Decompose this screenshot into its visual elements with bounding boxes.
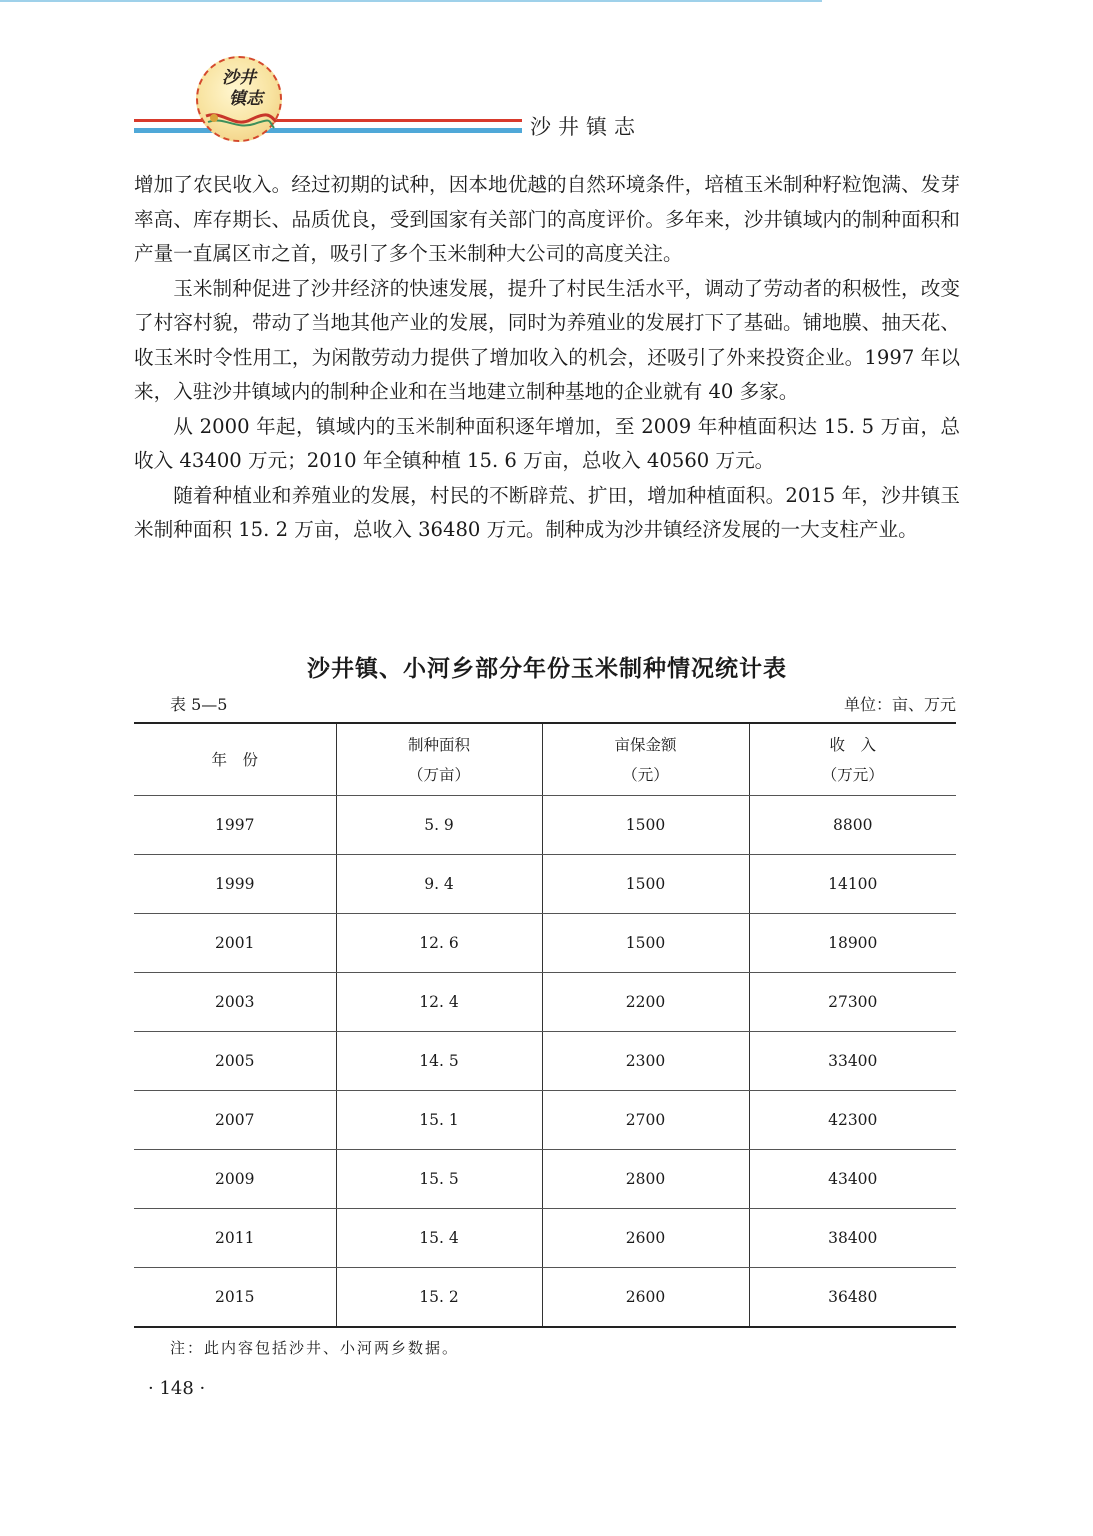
cell-area: 15. 2 bbox=[336, 1268, 542, 1328]
table-body bbox=[134, 796, 956, 1328]
paragraph-3: 从 2000 年起，镇域内的玉米制种面积逐年增加，至 2009 年种植面积达 15. 5 万亩，总收入 43400 万元；2010 年全镇种植 15. 6 万亩，总收入 40560 万元。 bbox=[134, 414, 960, 472]
cell-income: 42300 bbox=[749, 1091, 956, 1150]
cell-area: 15. 4 bbox=[336, 1209, 542, 1268]
table-row bbox=[134, 796, 956, 855]
table-row bbox=[134, 1150, 956, 1209]
header-light-rule bbox=[0, 0, 822, 2]
body-text bbox=[134, 168, 960, 548]
cell-guarantee: 2800 bbox=[542, 1150, 749, 1209]
cell-guarantee: 2700 bbox=[542, 1091, 749, 1150]
emblem-text bbox=[208, 68, 270, 110]
header-guarantee bbox=[542, 723, 749, 796]
cell-income: 43400 bbox=[749, 1150, 956, 1209]
cell-year: 1999 bbox=[134, 855, 336, 914]
cell-guarantee: 1500 bbox=[542, 796, 749, 855]
table-row bbox=[134, 1032, 956, 1091]
cell-year: 2007 bbox=[134, 1091, 336, 1150]
cell-income: 14100 bbox=[749, 855, 956, 914]
header-guarantee-label: 亩保金额 bbox=[614, 735, 677, 754]
cell-guarantee: 1500 bbox=[542, 914, 749, 973]
cell-year: 2003 bbox=[134, 973, 336, 1032]
cell-area: 5. 9 bbox=[336, 796, 542, 855]
cell-guarantee: 2200 bbox=[542, 973, 749, 1032]
emblem-line2: 镇志 bbox=[229, 89, 263, 109]
header-area bbox=[336, 723, 542, 796]
table-row bbox=[134, 1209, 956, 1268]
table-header-row bbox=[134, 723, 956, 796]
table-row bbox=[134, 1268, 956, 1328]
header-red-rule bbox=[134, 119, 522, 122]
table-row bbox=[134, 973, 956, 1032]
phoenix-ribbon-icon bbox=[204, 108, 278, 130]
cell-year: 2001 bbox=[134, 914, 336, 973]
cell-area: 12. 4 bbox=[336, 973, 542, 1032]
running-title: 沙井镇志 bbox=[530, 115, 642, 139]
cell-area: 15. 5 bbox=[336, 1150, 542, 1209]
table-row bbox=[134, 1091, 956, 1150]
cell-guarantee: 2300 bbox=[542, 1032, 749, 1091]
paragraph-4: 随着种植业和养殖业的发展，村民的不断辟荒、扩田，增加种植面积。2015 年，沙井镇玉米制种面积 15. 2 万亩，总收入 36480 万元。制种成为沙井镇经济发展的一大支柱产业。 bbox=[134, 483, 960, 541]
cell-income: 27300 bbox=[749, 973, 956, 1032]
paragraph-2: 玉米制种促进了沙井经济的快速发展，提升了村民生活水平，调动了劳动者的积极性，改变了村容村貌，带动了当地其他产业的发展，同时为养殖业的发展打下了基础。铺地膜、抽天花、收玉米时令性用工，为闲散劳动力提供了增加收入的机会，还吸引了外来投资企业。1997 年以来，入驻沙井镇域内的制种企业和在当地建立制种基地的企业就有 40 多家。 bbox=[134, 276, 960, 403]
cell-year: 2009 bbox=[134, 1150, 336, 1209]
cell-area: 15. 1 bbox=[336, 1091, 542, 1150]
cell-guarantee: 1500 bbox=[542, 855, 749, 914]
cell-income: 33400 bbox=[749, 1032, 956, 1091]
header-guarantee-unit: （元） bbox=[622, 765, 669, 784]
page-number: · 148 · bbox=[148, 1378, 206, 1399]
cell-income: 8800 bbox=[749, 796, 956, 855]
book-emblem-logo bbox=[196, 56, 282, 142]
header-year-label: 年 份 bbox=[211, 750, 258, 769]
table-unit: 单位：亩、万元 bbox=[843, 695, 956, 714]
header-income bbox=[749, 723, 956, 796]
cell-year: 2015 bbox=[134, 1268, 336, 1328]
cell-income: 18900 bbox=[749, 914, 956, 973]
header-blue-rule bbox=[134, 128, 522, 133]
table-number: 表 5—5 bbox=[170, 695, 228, 714]
cell-area: 14. 5 bbox=[336, 1032, 542, 1091]
header-area-label: 制种面积 bbox=[407, 735, 470, 754]
table-row bbox=[134, 855, 956, 914]
cell-year: 1997 bbox=[134, 796, 336, 855]
paragraph-1: 增加了农民收入。经过初期的试种，因本地优越的自然环境条件，培植玉米制种籽粒饱满、发芽率高、库存期长、品质优良，受到国家有关部门的高度评价。多年来，沙井镇域内的制种面积和产量一直属区市之首，吸引了多个玉米制种大公司的高度关注。 bbox=[134, 173, 960, 265]
header-year bbox=[134, 723, 336, 796]
cell-year: 2011 bbox=[134, 1209, 336, 1268]
cell-guarantee: 2600 bbox=[542, 1209, 749, 1268]
table-note: 注：此内容包括沙井、小河两乡数据。 bbox=[170, 1339, 460, 1357]
header-income-unit: （万元） bbox=[821, 765, 884, 784]
cell-area: 9. 4 bbox=[336, 855, 542, 914]
cell-guarantee: 2600 bbox=[542, 1268, 749, 1328]
header-area-unit: （万亩） bbox=[407, 765, 470, 784]
cell-income: 38400 bbox=[749, 1209, 956, 1268]
page-header bbox=[0, 0, 1093, 160]
table-title: 沙井镇、小河乡部分年份玉米制种情况统计表 bbox=[307, 656, 787, 682]
corn-seed-statistics-table bbox=[134, 722, 956, 1328]
table-header bbox=[134, 723, 956, 796]
header-income-label: 收 入 bbox=[829, 735, 876, 754]
table-row bbox=[134, 914, 956, 973]
cell-year: 2005 bbox=[134, 1032, 336, 1091]
cell-income: 36480 bbox=[749, 1268, 956, 1328]
cell-area: 12. 6 bbox=[336, 914, 542, 973]
emblem-line1: 沙井 bbox=[222, 68, 256, 88]
